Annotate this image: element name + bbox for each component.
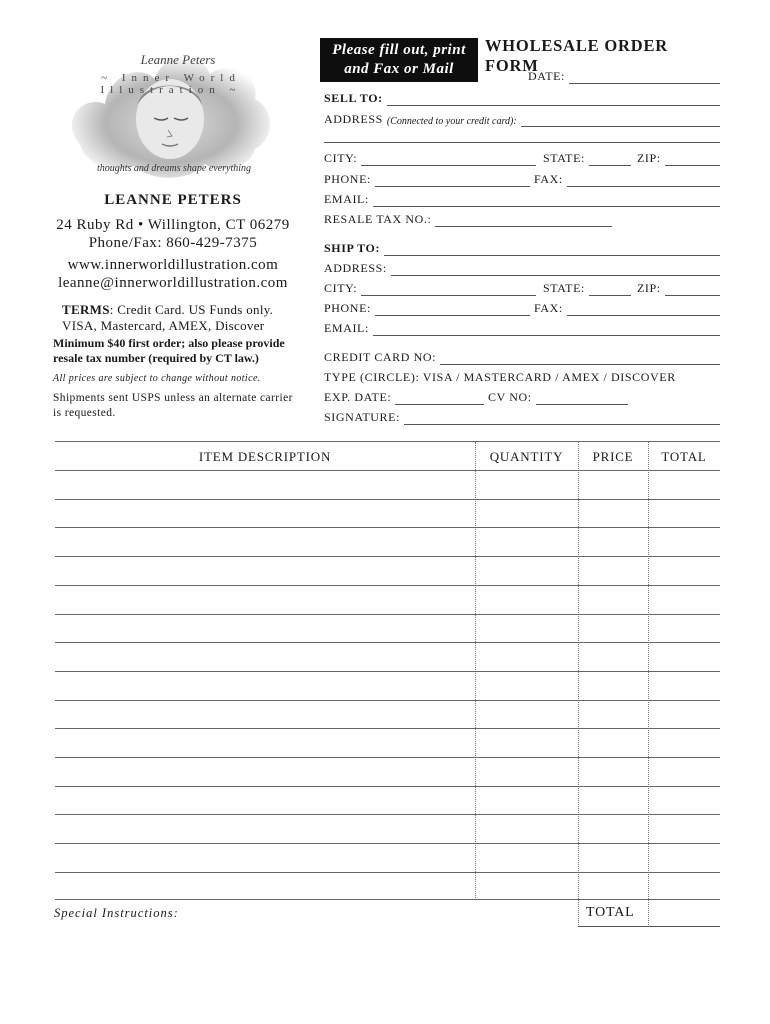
- date-field[interactable]: [528, 68, 720, 84]
- ship-phone-field[interactable]: [324, 300, 530, 316]
- table-row-line[interactable]: [55, 556, 720, 557]
- prices-note: All prices are subject to change without notice.: [53, 373, 261, 384]
- zip-label: ZIP:: [637, 151, 661, 165]
- ship-address-field[interactable]: [324, 260, 720, 276]
- ship-to-field[interactable]: [324, 240, 720, 256]
- terms-line2: VISA, Mastercard, AMEX, Discover: [62, 318, 265, 333]
- special-instructions-label: Special Instructions:: [54, 906, 179, 920]
- ship-state-label: STATE:: [543, 281, 585, 295]
- ship-email-field[interactable]: [324, 320, 720, 336]
- ship-address-label: ADDRESS:: [324, 261, 387, 275]
- exp-date-field[interactable]: [324, 389, 484, 405]
- grand-total-label: TOTAL: [586, 905, 635, 920]
- address-label: ADDRESS: [324, 112, 383, 126]
- date-label: DATE:: [528, 69, 565, 83]
- table-row-line[interactable]: [55, 527, 720, 528]
- address-field[interactable]: [324, 111, 720, 127]
- ship-fax-field[interactable]: [534, 300, 720, 316]
- ship-city-label: CITY:: [324, 281, 358, 295]
- ship-city-field[interactable]: [324, 280, 536, 296]
- table-row-line[interactable]: [55, 757, 720, 758]
- table-row-line[interactable]: [55, 899, 720, 900]
- signature-field[interactable]: [324, 409, 720, 425]
- table-row-line[interactable]: [55, 614, 720, 615]
- table-top-line: [55, 441, 720, 442]
- cv-label: CV NO:: [488, 390, 532, 404]
- column-divider: [578, 442, 579, 927]
- logo-script-name: Leanne Peters: [140, 52, 216, 67]
- table-row-line[interactable]: [55, 671, 720, 672]
- ship-phone-label: PHONE:: [324, 301, 371, 315]
- ship-to-label: SHIP TO:: [324, 241, 381, 255]
- instructions-banner: [320, 38, 478, 82]
- table-row-line[interactable]: [55, 470, 720, 471]
- credit-card-label: CREDIT CARD NO:: [324, 350, 437, 364]
- sell-to-field[interactable]: [324, 90, 720, 106]
- city-label: CITY:: [324, 151, 358, 165]
- resale-label: RESALE TAX NO.:: [324, 212, 432, 226]
- credit-card-field[interactable]: [324, 349, 720, 365]
- address-line: 24 Ruby Rd • Willington, CT 06279: [56, 217, 290, 233]
- ship-zip-label: ZIP:: [637, 281, 661, 295]
- ship-email-label: EMAIL:: [324, 321, 369, 335]
- table-row-line[interactable]: [55, 728, 720, 729]
- banner-line2: and Fax or Mail: [344, 61, 454, 77]
- email: leanne@innerworldillustration.com: [58, 275, 288, 291]
- table-row-line[interactable]: [55, 814, 720, 815]
- banner-line1: Please fill out, print: [332, 42, 466, 58]
- company-name: LEANNE PETERS: [104, 192, 242, 208]
- header-quantity: QUANTITY: [489, 449, 564, 464]
- logo-motto: thoughts and dreams shape everything: [96, 163, 252, 174]
- signature-label: SIGNATURE:: [324, 410, 401, 424]
- cv-field[interactable]: [488, 389, 628, 405]
- fax-field[interactable]: [534, 171, 720, 187]
- items-table: [55, 440, 720, 900]
- table-row-line[interactable]: [55, 700, 720, 701]
- ship-fax-label: FAX:: [534, 301, 563, 315]
- state-field[interactable]: [543, 150, 631, 166]
- phone-field[interactable]: [324, 171, 530, 187]
- terms-line1: : Credit Card. US Funds only.: [109, 302, 274, 317]
- terms: [62, 302, 298, 334]
- address-line-2[interactable]: [324, 142, 720, 143]
- header-price: PRICE: [592, 449, 634, 464]
- column-divider: [648, 442, 649, 927]
- exp-date-label: EXP. DATE:: [324, 390, 392, 404]
- state-label: STATE:: [543, 151, 585, 165]
- table-row-line[interactable]: [55, 642, 720, 643]
- terms-label: TERMS: [62, 302, 110, 317]
- address-note: (Connected to your credit card):: [386, 116, 517, 127]
- header-total: TOTAL: [661, 449, 707, 464]
- email-field[interactable]: [324, 191, 720, 207]
- table-row-line[interactable]: [55, 872, 720, 873]
- ship-state-field[interactable]: [543, 280, 631, 296]
- phone-fax: Phone/Fax: 860-429-7375: [88, 235, 258, 251]
- minimum-order-note: Minimum $40 first order; also please provide resale tax number (required by CT law.): [53, 336, 285, 365]
- email-label: EMAIL:: [324, 192, 369, 206]
- fax-label: FAX:: [534, 172, 563, 186]
- form-title: WHOLESALE ORDER FORM: [485, 36, 668, 75]
- company-web: [48, 256, 298, 292]
- city-field[interactable]: [324, 150, 536, 166]
- company-address: [48, 216, 298, 252]
- logo-tagline: ~ Inner World Illustration ~: [100, 72, 242, 96]
- table-row-line[interactable]: [55, 786, 720, 787]
- website: www.innerworldillustration.com: [67, 257, 279, 273]
- total-underline: [578, 926, 720, 927]
- ship-zip-field[interactable]: [637, 280, 720, 296]
- header-item-description: ITEM DESCRIPTION: [198, 449, 332, 464]
- phone-label: PHONE:: [324, 172, 371, 186]
- card-type-label: TYPE (CIRCLE): VISA / MASTERCARD / AMEX / DISCOVER: [324, 370, 676, 384]
- card-type-field[interactable]: [324, 369, 720, 385]
- zip-field[interactable]: [637, 150, 720, 166]
- table-row-line[interactable]: [55, 585, 720, 586]
- sell-to-label: SELL TO:: [324, 91, 383, 105]
- shipping-note: Shipments sent USPS unless an alternate carrier is requested.: [53, 392, 293, 419]
- table-row-line[interactable]: [55, 499, 720, 500]
- resale-tax-field[interactable]: [324, 211, 612, 227]
- table-row-line[interactable]: [55, 843, 720, 844]
